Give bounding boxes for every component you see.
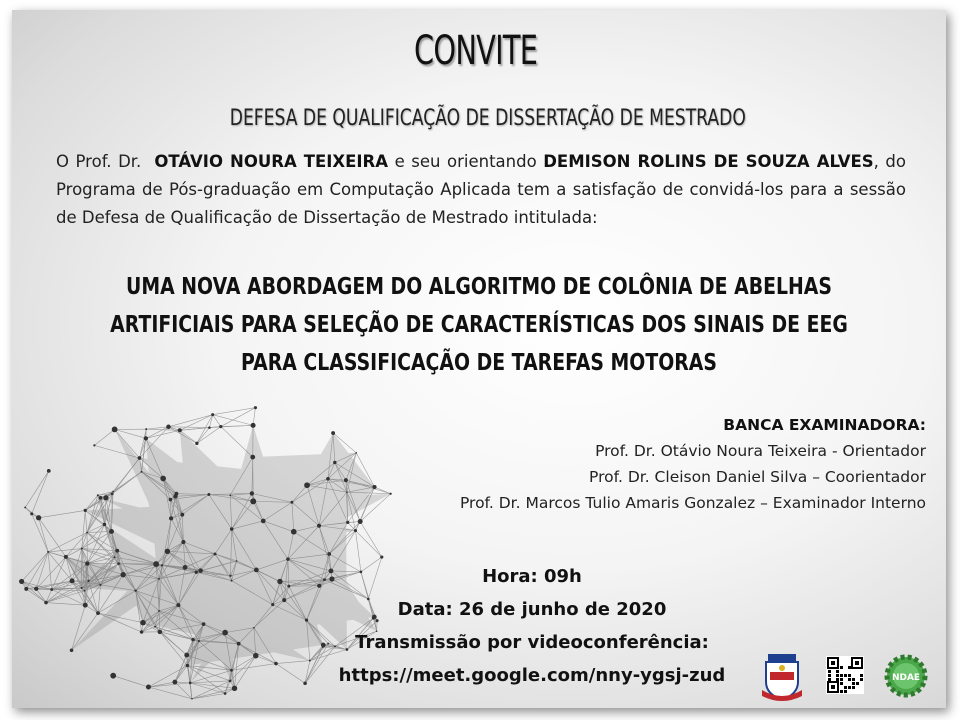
event-time: Hora: 09h <box>482 566 582 587</box>
committee-heading: BANCA EXAMINADORA: <box>723 416 926 434</box>
event-subtitle: DEFESA DE QUALIFICAÇÃO DE DISSERTAÇÃO DE MESTRADO <box>229 106 746 131</box>
advisor-name: OTÁVIO NOURA TEIXEIRA <box>154 152 389 171</box>
thesis-title <box>96 268 862 382</box>
thesis-title-line: ARTIFICIAIS PARA SELEÇÃO DE CARACTERÍSTICAS DOS SINAIS DE EEG <box>110 312 848 338</box>
intro-rest: , do Programa de Pós-graduação em Computação Aplicada tem a satisfação de convidá-los para a sessão de Defesa de Qualificação de Dissertação de Mestrado intitulada: <box>56 152 907 227</box>
ndae-gear-logo <box>884 654 928 698</box>
ndae-logo-text: NDAE <box>891 673 921 683</box>
event-info <box>262 560 802 692</box>
thesis-title-line: UMA NOVA ABORDAGEM DO ALGORITMO DE COLÔNIA DE ABELHAS <box>126 274 832 300</box>
meeting-link[interactable]: https://meet.google.com/nny-ygsj-zud <box>338 665 726 686</box>
committee-member: Prof. Dr. Marcos Tulio Amaris Gonzalez – Examinador Interno <box>459 494 926 512</box>
committee-member: Prof. Dr. Otávio Noura Teixeira - Orientador <box>595 442 926 460</box>
university-crest-icon <box>760 652 804 702</box>
intro-middle: e seu orientando <box>394 152 537 171</box>
student-name: DEMISON ROLINS DE SOUZA ALVES <box>543 152 874 171</box>
page-title: CONVITE <box>414 28 538 74</box>
event-transmission: Transmissão por videoconferência: <box>355 632 709 653</box>
committee-block <box>460 412 926 516</box>
event-date: Data: 26 de junho de 2020 <box>397 599 667 620</box>
intro-prefix: O Prof. Dr. <box>56 152 142 171</box>
intro-paragraph <box>56 148 906 232</box>
invitation-card <box>12 10 946 708</box>
committee-member: Prof. Dr. Cleison Daniel Silva – Coorientador <box>589 468 926 486</box>
qr-code-icon <box>826 656 864 694</box>
thesis-title-line: PARA CLASSIFICAÇÃO DE TAREFAS MOTORAS <box>241 350 717 376</box>
